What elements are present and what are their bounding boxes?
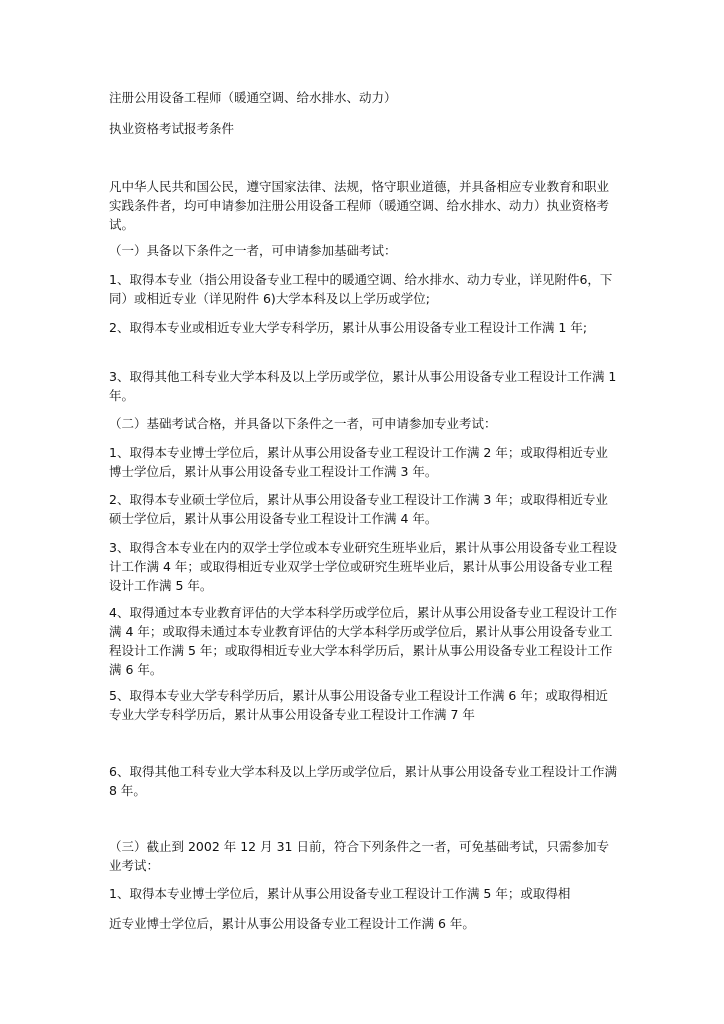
section2-item-6: 6、取得其他工科专业大学本科及以上学历或学位后，累计从事公用设备专业工程设计工作满 8 年。: [109, 764, 617, 798]
section3-item-1-part-2: 近专业博士学位后，累计从事公用设备专业工程设计工作满 6 年。: [109, 916, 475, 931]
section1-item-3: 3、取得其他工科专业大学本科及以上学历或学位，累计从事公用设备专业工程设计工作满 1 年。: [109, 369, 617, 403]
section2-item-1: 1、取得本专业博士学位后，累计从事公用设备专业工程设计工作满 2 年；或取得相近专业博士学位后，累计从事公用设备专业工程设计工作满 3 年。: [109, 445, 608, 479]
section3-heading: （三）截止到 2002 年 12 月 31 日前，符合下列条件之一者，可免基础考试，只需参加专业考试：: [109, 839, 609, 873]
section2-item-5: 5、取得本专业大学专科学历后，累计从事公用设备专业工程设计工作满 6 年；或取得相近专业大学专科学历后，累计从事公用设备专业工程设计工作满 7 年: [109, 688, 608, 722]
section2-item-4: 4、取得通过本专业教育评估的大学本科学历或学位后，累计从事公用设备专业工程设计工作满 4 年；或取得未通过本专业教育评估的大学本科学历或学位后，累计从事公用设备专业工程设计工作满 5 年；或取得相近专业大学本科学历后，累计从事公用设备专业工程设计工作满 6 年。: [109, 605, 617, 677]
title-line-1: 注册公用设备工程师（暖通空调、给水排水、动力）: [109, 90, 397, 105]
section2-item-2: 2、取得本专业硕士学位后，累计从事公用设备专业工程设计工作满 3 年；或取得相近专业硕士学位后，累计从事公用设备专业工程设计工作满 4 年。: [109, 492, 608, 526]
section3-item-1-part-1: 1、取得本专业博士学位后，累计从事公用设备专业工程设计工作满 5 年；或取得相: [109, 886, 571, 901]
section1-item-1: 1、取得本专业（指公用设备专业工程中的暖通空调、给水排水、动力专业，详见附件6，下同）或相近专业（详见附件 6)大学本科及以上学历或学位;: [109, 272, 613, 306]
section1-item-2: 2、取得本专业或相近专业大学专科学历，累计从事公用设备专业工程设计工作满 1 年;: [109, 320, 588, 335]
title-line-2: 执业资格考试报考条件: [109, 121, 235, 136]
section2-item-3: 3、取得含本专业在内的双学士学位或本专业研究生班毕业后，累计从事公用设备专业工程设计工作满 4 年；或取得相近专业双学士学位或研究生班毕业后，累计从事公用设备专业工程设计工作满 5 年。: [109, 540, 617, 593]
section2-heading: （二）基础考试合格，并具备以下条件之一者，可申请参加专业考试：: [109, 416, 497, 431]
intro-paragraph: 凡中华人民共和国公民，遵守国家法律、法规，恪守职业道德，并具备相应专业教育和职业实践条件者，均可申请参加注册公用设备工程师（暖通空调、给水排水、动力）执业资格考试。: [109, 179, 610, 232]
section1-heading: （一）具备以下条件之一者，可申请参加基础考试：: [109, 243, 397, 258]
